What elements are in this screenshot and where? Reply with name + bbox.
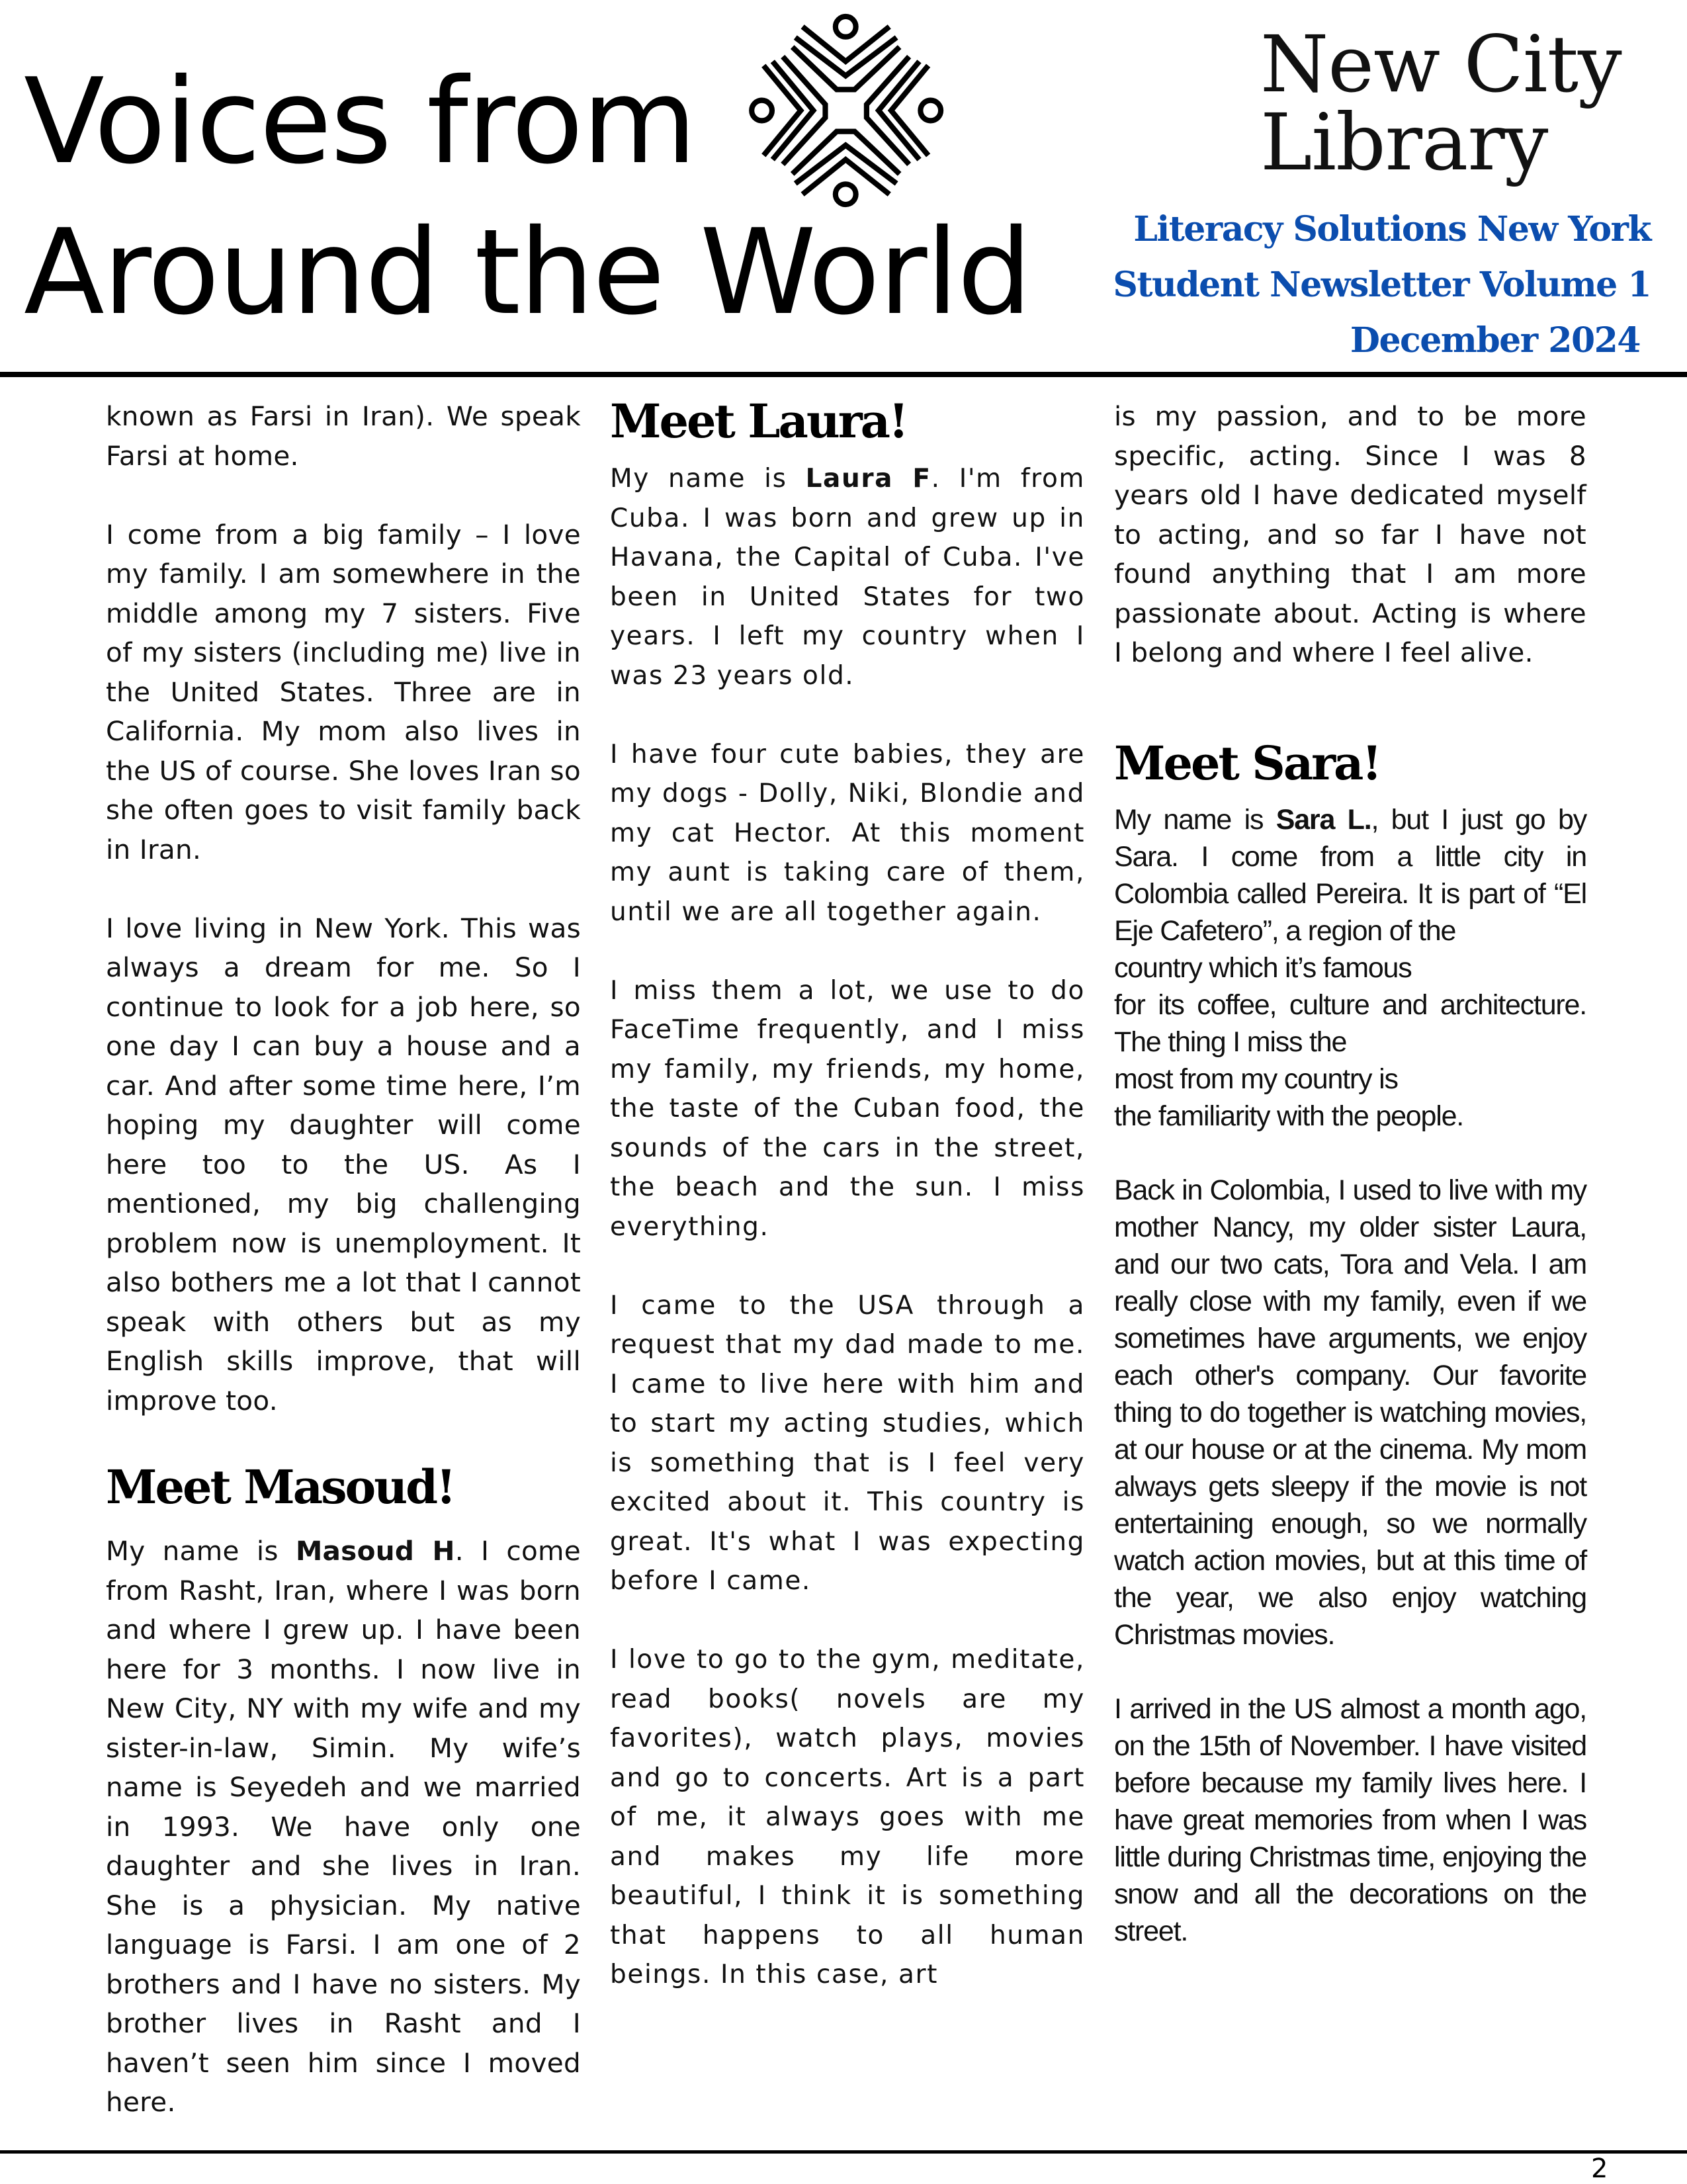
- paragraph: I miss them a lot, we use to do FaceTime frequently, and I miss my family, my friends, my home, the taste of the Cuban food, the sounds of the cars in the street, the beach and the sun. I miss everything.: [610, 975, 1085, 1242]
- paragraph: known as Farsi in Iran). We speak Farsi at home.: [106, 400, 581, 472]
- title-line-1: Voices from: [24, 53, 696, 190]
- text: My name is: [106, 1535, 296, 1567]
- paragraph: I arrived in the US almost a month ago, on the 15th of November. I have visited before because my family lives here. I have great memories from when I was little during Christmas time, enjoying the snow and all the decorations on the street.: [1114, 1692, 1586, 1947]
- title-line-2: Around the World: [24, 204, 1031, 341]
- paragraph: Back in Colombia, I used to live with my mother Nancy, my older sister Laura, and our two cats, Tora and Vela. I am really close with my family, even if we sometimes have arguments, we enjoy each other's company. Our favorite thing to do together is watching movies, at our house or at the cinema. My mom always gets sleepy if the movie is not entertaining enough, so we normally watch action movies, but at this time of the year, we also enjoy watching Christmas movies.: [1114, 1174, 1586, 1651]
- text: . I come from Rasht, Iran, where I was born and where I grew up. I have been here for 3 months. I now live in New City, NY with my wife and my sister-in-law, Simin. My wife’s name is Seyedeh and we married in 1993. We have only one daughter and she lives in Iran. She is a physician. My native language is Farsi. I am one of 2 brothers and I have no sisters. My brother lives in Rasht and I haven’t seen him since I moved here.: [106, 1535, 581, 2118]
- paragraph: [1114, 801, 1586, 1135]
- column-2: [610, 394, 1086, 1995]
- newsletter-subhead: [1113, 202, 1651, 369]
- library-logo: [1260, 19, 1622, 188]
- paragraph: I have four cute babies, they are my dogs - Dolly, Niki, Blondie and my cat Hector. At this moment my aunt is taking care of them, until we are all together again.: [610, 739, 1085, 927]
- column-1: [106, 397, 581, 2122]
- paragraph: I love living in New York. This was always a dream for me. So I continue to look for a job here, so one day I can buy a house and a car. And after some time here, I’m hoping my daughter will come here too to the US. As I mentioned, my big challenging problem now is unemployment. It also bothers me a lot that I cannot speak with others but as my English skills improve, that will improve too.: [106, 912, 581, 1417]
- column-3: [1114, 397, 1586, 1950]
- text-line: for its coffee, culture and architecture. The thing I miss the: [1114, 988, 1586, 1058]
- section-heading-masoud: Meet Masoud!: [106, 1460, 454, 1514]
- footer-divider: [0, 2150, 1687, 2154]
- library-logo-line-1: New City: [1260, 19, 1622, 110]
- student-name: Sara L.: [1276, 803, 1371, 836]
- paragraph: I come from a big family – I love my family. I am somewhere in the middle among my 7 sisters. Five of my sisters (including me) live in the United States. Three are in California. My mom also lives in the US of course. She loves Iran so she often goes to visit family back in Iran.: [106, 518, 581, 865]
- text-line: the familiarity with the people.: [1114, 1100, 1464, 1132]
- paragraph: I love to go to the gym, meditate, read books( novels are my favorites), watch plays, movies and go to concerts. Art is a part of me, it always goes with me and makes my life more beautiful, I think it is something that happens to all human beings. In this case, art: [610, 1645, 1085, 1989]
- section-heading-laura: Meet Laura!: [610, 394, 907, 449]
- text-line: country which it’s famous: [1114, 951, 1412, 984]
- text: . I'm from Cuba. I was born and grew up in Havana, the Capital of Cuba. I've been in United States for two years. I left my country when I was 23 years old.: [610, 464, 1086, 691]
- paragraph: is my passion, and to be more specific, acting. Since I was 8 years old I have dedicated myself to acting, and so far I have not found anything that I am more passionate about. Acting is where I belong and where I feel alive.: [1114, 400, 1586, 668]
- tribal-star-emblem-icon: [728, 1, 979, 220]
- student-name: Laura F: [805, 464, 931, 494]
- library-logo-line-2: Library: [1260, 97, 1548, 188]
- text: , but I just go by Sara. I come from a little city in Colombia called Pereira. It is part of “El Eje Cafetero”, a region of the: [1114, 803, 1586, 947]
- paragraph: [610, 459, 1085, 695]
- paragraph: [106, 1532, 581, 2122]
- text: My name is: [1114, 803, 1276, 836]
- text: My name is: [610, 464, 806, 494]
- org-name: Literacy Solutions New York: [1133, 209, 1651, 249]
- header-divider: [0, 372, 1687, 377]
- volume-label: Student Newsletter Volume 1: [1113, 265, 1651, 305]
- issue-date: December 2024: [1350, 320, 1640, 361]
- page-number: 2: [1591, 2154, 1608, 2184]
- student-name: Masoud H: [295, 1535, 455, 1567]
- paragraph: I came to the USA through a request that my dad made to me. I came to live here with him and to start my acting studies, which is something that is I feel very excited about it. This country is great. It's what I was expecting before I came.: [610, 1290, 1085, 1596]
- text-line: most from my country is: [1114, 1063, 1398, 1095]
- section-heading-sara: Meet Sara!: [1114, 735, 1381, 791]
